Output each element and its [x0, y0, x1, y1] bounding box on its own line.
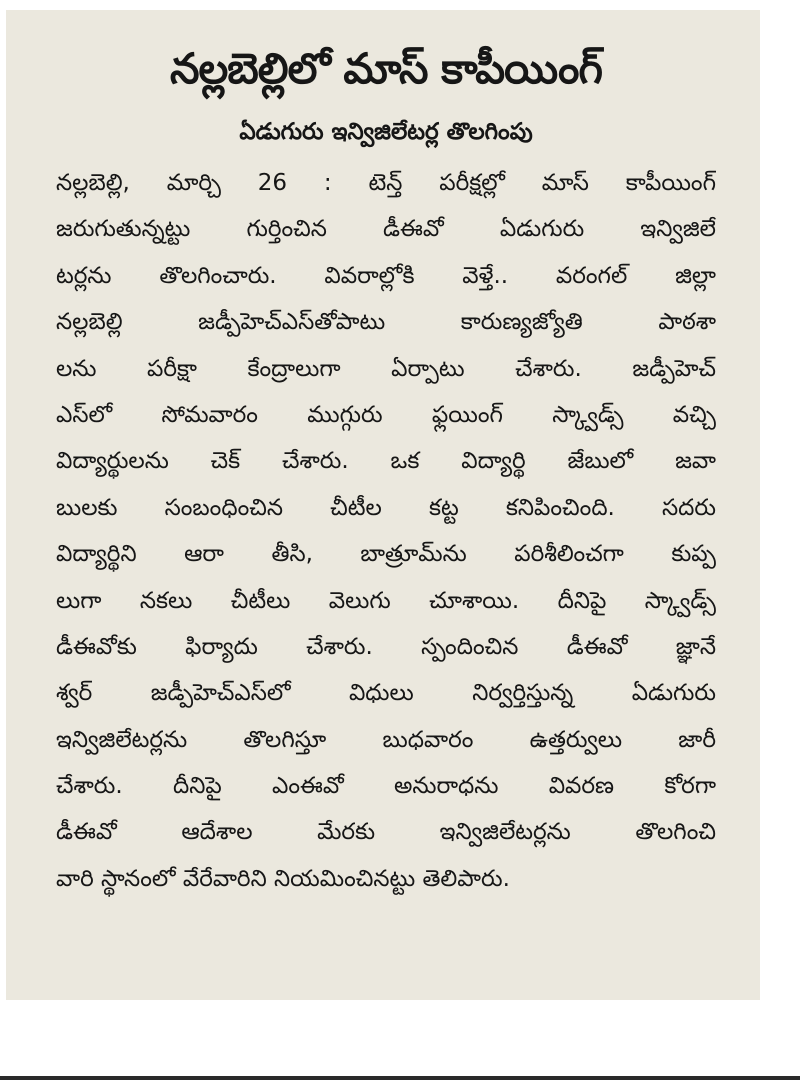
article-line: చేశారు. దీనిపై ఎంఈవో అనురాధను వివరణ కోరగా [56, 773, 716, 800]
article-line: ఎస్‌లో సోమవారం ముగ్గురు ఫ్లయింగ్ స్క్వాడ్స్ వచ్చి [56, 401, 716, 428]
article-line: వారి స్థానంలో వేరేవారిని నియమించినట్టు తెలిపారు. [56, 865, 510, 892]
article-line: డీఈవోకు ఫిర్యాదు చేశారు. స్పందించిన డీఈవో జ్ఞానే [56, 633, 716, 660]
article-line: విద్యార్థులను చెక్ చేశారు. ఒక విద్యార్థి జేబులో జవా [56, 448, 716, 475]
newspaper-clipping [6, 10, 760, 1000]
article-body [56, 160, 716, 902]
subheadline: ఏడుగురు ఇన్విజిలేటర్ల తొలగింపు [239, 119, 533, 145]
article-line: బులకు సంబంధించిన చీటీల కట్ట కనిపించింది. సదరు [56, 494, 716, 521]
article-line: జరుగుతున్నట్టు గుర్తించిన డీఈవో ఏడుగురు ఇన్విజిలే [56, 216, 716, 243]
article-line: నల్లబెల్లి జడ్పీహెచ్ఎస్‌తోపాటు కారుణ్యజ్యోతి పాఠశా [56, 309, 716, 336]
article-line: ఇన్విజిలేటర్లను తొలగిస్తూ బుధవారం ఉత్తర్వులు జారీ [56, 726, 716, 753]
article-line: శ్వర్ జడ్పీహెచ్ఎస్‌లో విధులు నిర్వర్తిస్తున్న ఏడుగురు [56, 680, 716, 707]
headline: నల్లబెల్లిలో మాస్ కాపీయింగ్ [170, 44, 602, 93]
article-line: లను పరీక్షా కేంద్రాలుగా ఏర్పాటు చేశారు. జడ్పీహెచ్ [56, 355, 716, 382]
bottom-divider [0, 1076, 800, 1080]
article-line: టర్లను తొలగించారు. వివరాల్లోకి వెళ్తే.. వరంగల్ జిల్లా [56, 262, 716, 289]
article-line: లుగా నకలు చీటీలు వెలుగు చూశాయి. దీనిపై స్క్వాడ్స్ [56, 587, 716, 614]
article-line: డీఈవో ఆదేశాల మేరకు ఇన్విజిలేటర్లను తొలగించి [56, 819, 716, 846]
article-line: విద్యార్థిని ఆరా తీసి, బాత్రూమ్‌ను పరిశీలించగా కుప్ప [56, 541, 716, 568]
article-line: నల్లబెల్లి, మార్చి 26 : టెన్త్ పరీక్షల్లో మాస్ కాపీయింగ్ [56, 170, 716, 196]
